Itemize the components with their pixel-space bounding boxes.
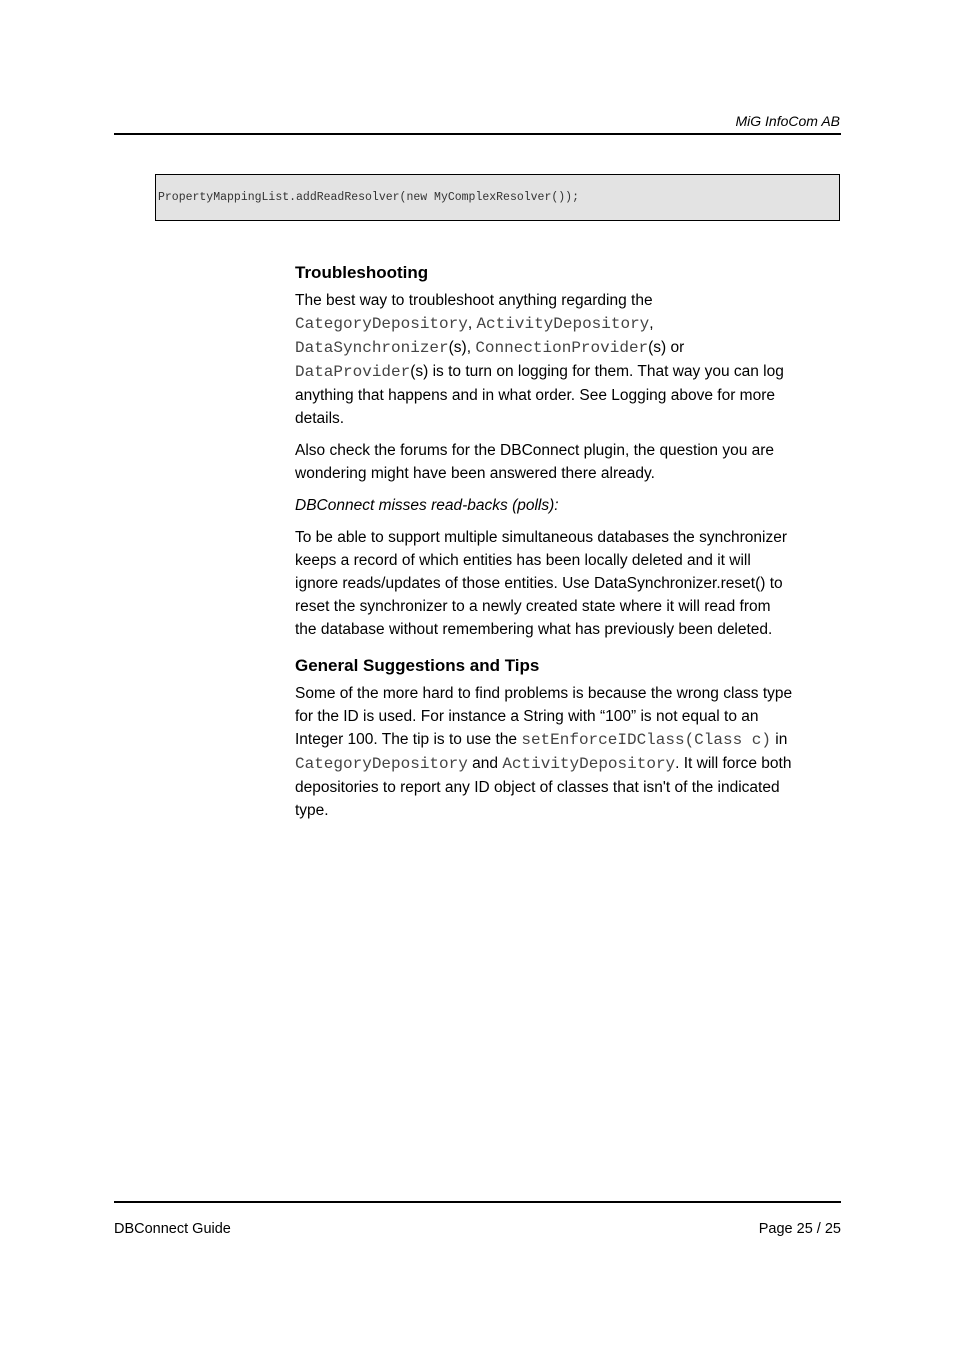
footer-page-number: Page 25 / 25 xyxy=(758,1221,841,1237)
code-inline: DataProvider xyxy=(295,363,411,381)
code-inline: CategoryDepository xyxy=(295,315,468,333)
troubleshooting-heading: Troubleshooting xyxy=(295,263,429,282)
footer-divider xyxy=(114,1201,841,1203)
code-inline: DataSynchronizer xyxy=(295,339,449,357)
header-company-name: MiG InfoCom AB xyxy=(735,113,840,129)
footer-document-title: DBConnect Guide xyxy=(114,1221,231,1237)
troubleshooting-paragraph-1: The best way to troubleshoot anything regarding the CategoryDepository, ActivityDepository, DataSynchronizer(s), ConnectionProvider(s) or DataProvider(s) is to turn on logging for them. That way you can log anything that happens and in what order. See Logging above for more details. xyxy=(295,292,784,427)
code-snippet: PropertyMappingList.addReadResolver(new MyComplexResolver()); xyxy=(155,174,840,221)
code-inline: ConnectionProvider xyxy=(475,339,649,357)
code-inline: ActivityDepository xyxy=(476,315,650,333)
code-inline: setEnforceIDClass(Class c) xyxy=(521,731,771,749)
main-content xyxy=(295,262,795,831)
troubleshooting-paragraph-2: Also check the forums for the DBConnect plugin, the question you are wondering might have been answered there already. xyxy=(295,442,775,482)
code-inline: ActivityDepository xyxy=(502,755,676,773)
tips-heading: General Suggestions and Tips xyxy=(295,656,540,675)
tips-paragraph-1: Some of the more hard to find problems is because the wrong class type for the ID is used. For instance a String with “100” is not equal to an Integer 100. The tip is to use the setEnforceIDClass(Class c) in CategoryDepository and ActivityDepository. It will force both depositories to report any ID object of classes that isn't of the indicated type. xyxy=(295,685,793,819)
code-inline: CategoryDepository xyxy=(295,755,468,773)
troubleshooting-subheading: DBConnect misses read-backs (polls): xyxy=(295,497,559,514)
troubleshooting-paragraph-3: To be able to support multiple simultaneous databases the synchronizer keeps a record of which entities has been locally deleted and it will ignore reads/updates of those entities. Use DataSynchronizer.reset() to reset the synchronizer to a newly created state where it will read from the database without remembering what has previously been deleted. xyxy=(295,529,787,638)
header-divider xyxy=(114,133,841,135)
